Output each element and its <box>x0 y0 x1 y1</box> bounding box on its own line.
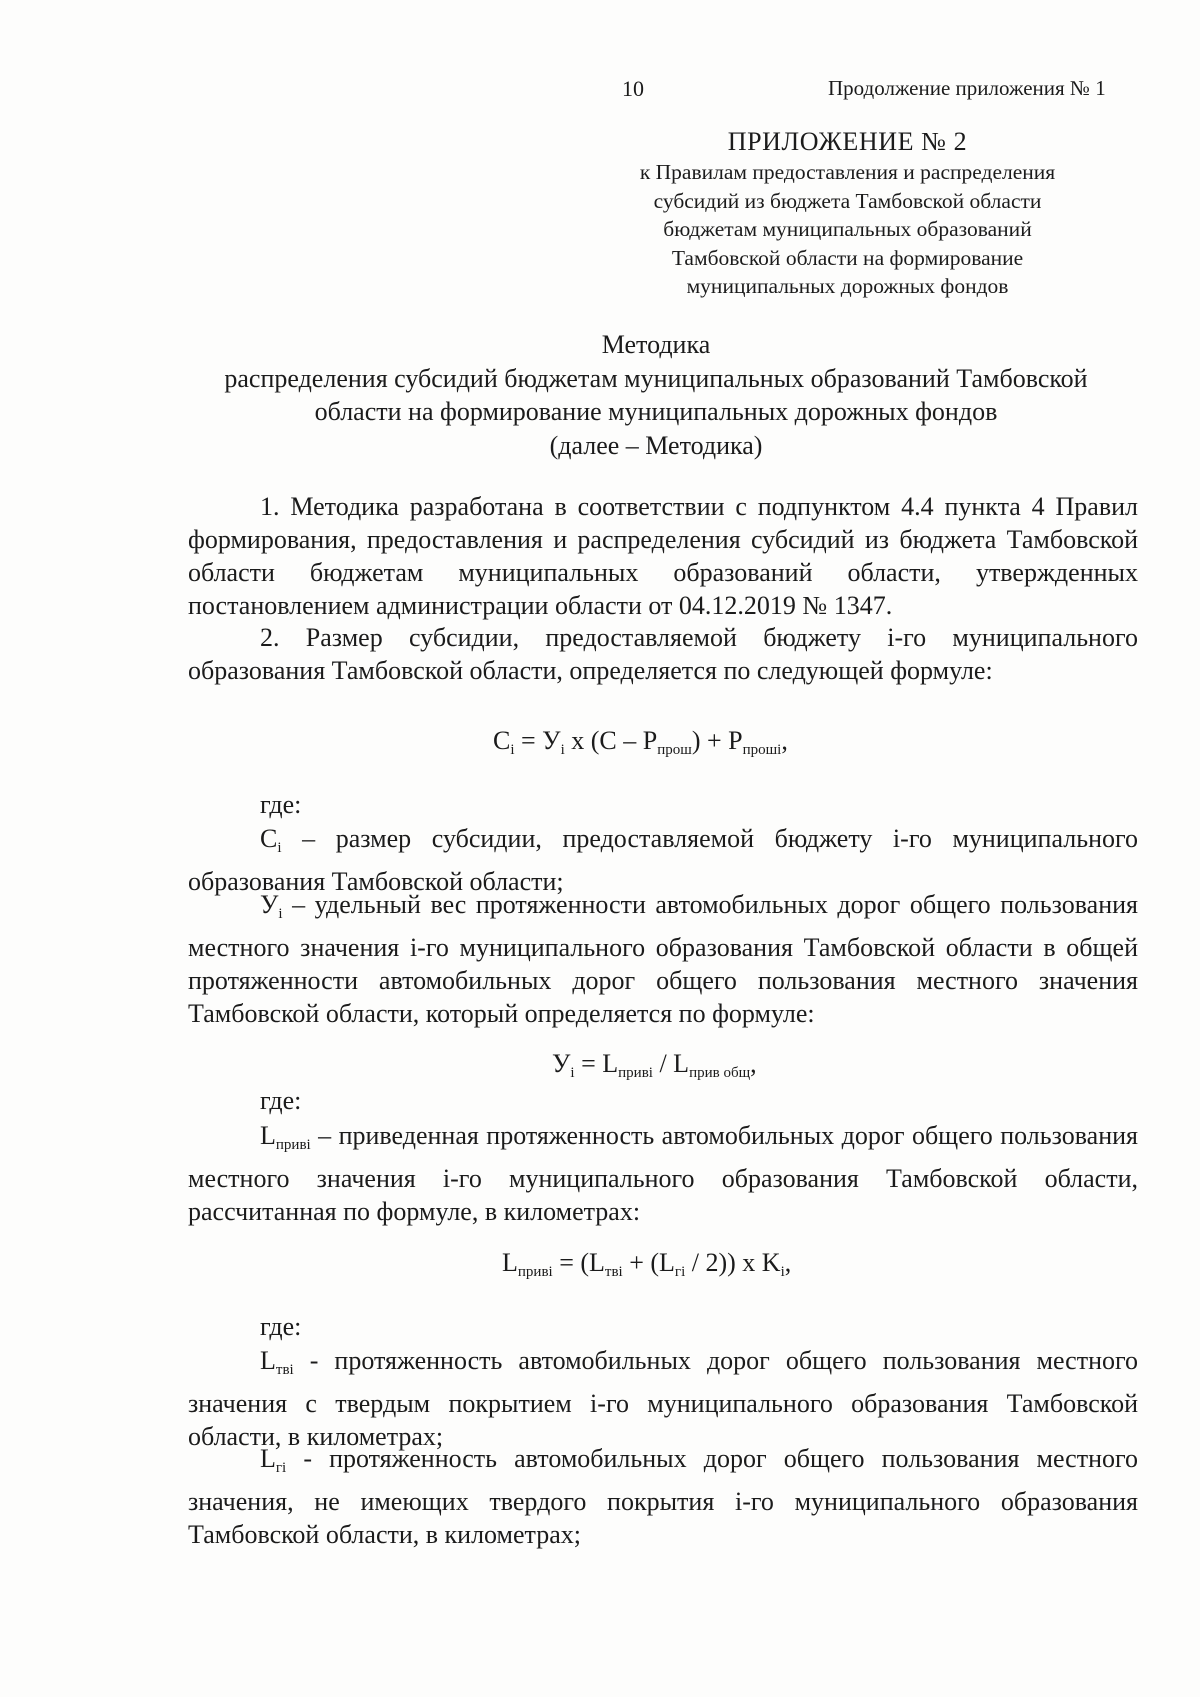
formula-part: / L <box>652 1049 690 1078</box>
symbol-sub: i <box>277 840 282 856</box>
definition-text: – размер субсидии, предоставляемой бюджету i-го муниципального образования Тамбовской области; <box>188 824 1138 896</box>
formula-part: , <box>750 1049 757 1078</box>
formula-part: / 2)) x K <box>685 1248 781 1277</box>
appendix-line: муниципальных дорожных фондов <box>686 274 1009 298</box>
formula-part: ) + P <box>691 726 743 755</box>
page-number: 10 <box>622 76 644 101</box>
formula-part: = L <box>574 1049 619 1078</box>
formula-part: , <box>781 726 788 755</box>
symbol-sub: i <box>278 906 283 922</box>
formula-share <box>552 1049 757 1082</box>
symbol-sub: твi <box>275 1362 294 1378</box>
appendix-header <box>590 126 1105 301</box>
definition-lprivi <box>188 1119 1138 1228</box>
symbol: C <box>260 824 278 853</box>
formula-part: = (L <box>552 1248 605 1277</box>
appendix-line: Тамбовской области на формирование <box>671 245 1024 270</box>
paragraph-1 <box>188 490 1138 622</box>
method-subtitle-line: распределения субсидий бюджетам муниципальных образований Тамбовской <box>224 363 1088 393</box>
paragraph-text: 2. Размер субсидии, предоставляемой бюджету i-го муниципального образования Тамбовской области, определяется по следующей формуле: <box>188 623 1138 685</box>
formula-sub: гi <box>674 1264 686 1280</box>
formula-sub: i <box>570 1065 575 1081</box>
method-title: Методика <box>601 330 711 359</box>
symbol: У <box>260 890 279 919</box>
where-label: где: <box>260 790 302 819</box>
formula-sub: i <box>560 742 565 758</box>
formula-sub: прошi <box>742 742 782 758</box>
formula-part: L <box>502 1248 518 1277</box>
formula-sub: привi <box>618 1065 653 1081</box>
formula-part: x (C – P <box>564 726 658 755</box>
definition-text: – удельный вес протяженности автомобильных дорог общего пользования местного значения i-го муниципального образования Тамбовской области в общей протяженности автомобильных дорог общего пользования местного значения Тамбовской области, который определяется по формуле: <box>188 890 1138 1028</box>
appendix-line: субсидий из бюджета Тамбовской области <box>653 188 1042 213</box>
formula-sub: твi <box>604 1264 623 1280</box>
definition-text: - протяженность автомобильных дорог общего пользования местного значения с твердым покрытием i-го муниципального образования Тамбовской области, в километрах; <box>188 1346 1138 1451</box>
appendix-title: ПРИЛОЖЕНИЕ № 2 <box>727 127 968 156</box>
formula-sub: привi <box>517 1264 553 1280</box>
formula-sub: i <box>510 742 515 758</box>
formula-subsidy <box>493 726 788 759</box>
definition-ltvi <box>188 1344 1138 1453</box>
method-subtitle-line: области на формирование муниципальных дорожных фондов <box>314 397 998 426</box>
method-heading <box>170 328 1142 462</box>
appendix-line: к Правилам предоставления и распределения <box>639 160 1056 184</box>
formula-part: C <box>493 726 511 755</box>
where-label: где: <box>260 1086 302 1115</box>
symbol-sub: гi <box>275 1460 287 1476</box>
definition-text: – приведенная протяженность автомобильных дорог общего пользования местного значения i-го муниципального образования Тамбовской области, рассчитанная по формуле, в километрах: <box>188 1121 1138 1226</box>
definition-yi <box>188 888 1138 1030</box>
formula-part: = У <box>514 726 561 755</box>
formula-sub: прош <box>657 742 692 758</box>
continuation-note: Продолжение приложения № 1 <box>828 76 1106 100</box>
paragraph-text: 1. Методика разработана в соответствии с подпунктом 4.4 пункта 4 Правил формирования, предоставления и распределения субсидий из бюджета Тамбовской области бюджетам муниципальных образований области, утвержденных постановлением администрации области от 04.12.2019 № 1347. <box>188 492 1138 620</box>
method-subtitle-line: (далее – Методика) <box>549 430 763 460</box>
where-label: где: <box>260 1312 302 1341</box>
definition-ci <box>188 822 1138 898</box>
symbol: L <box>260 1121 276 1150</box>
symbol-sub: привi <box>275 1137 311 1153</box>
formula-sub: прив общ <box>689 1065 751 1081</box>
definition-lgi <box>188 1442 1138 1551</box>
formula-reduced-length <box>502 1248 791 1281</box>
formula-part: , <box>784 1248 792 1277</box>
definition-text: - протяженность автомобильных дорог общего пользования местного значения, не имеющих твердого покрытия i-го муниципального образования Тамбовской области, в километрах; <box>188 1444 1138 1549</box>
symbol: L <box>260 1444 276 1473</box>
formula-part: + (L <box>622 1248 675 1277</box>
appendix-line: бюджетам муниципальных образований <box>663 217 1032 241</box>
paragraph-2 <box>188 621 1138 687</box>
formula-part: У <box>552 1049 571 1078</box>
symbol: L <box>260 1346 276 1375</box>
formula-sub: i <box>780 1264 785 1280</box>
